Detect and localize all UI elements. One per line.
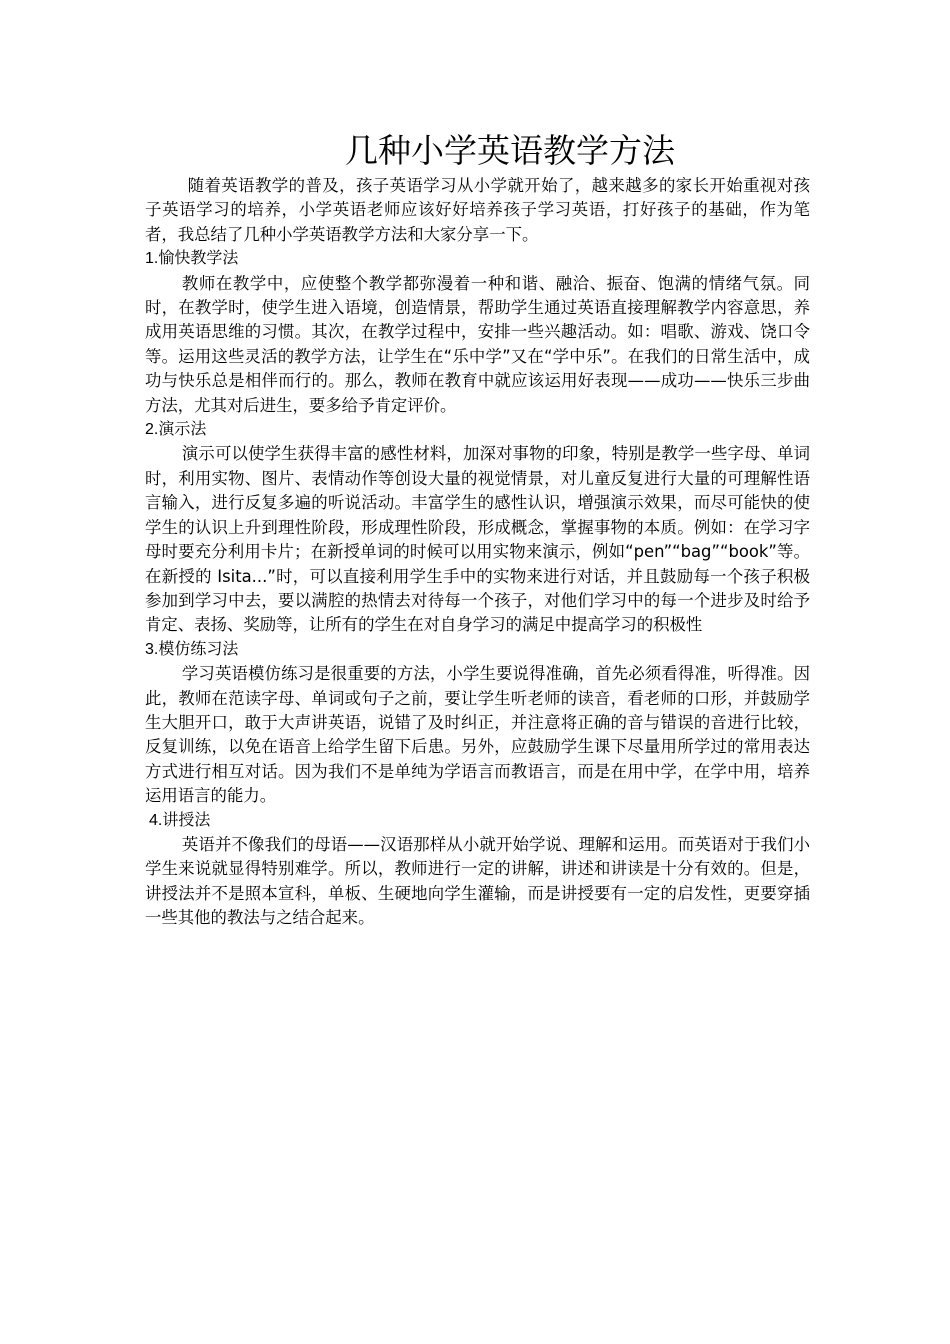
intro-paragraph: 随着英语教学的普及，孩子英语学习从小学就开始了，越来越多的家长开始重视对孩子英语学习的培养，小学英语老师应该好好培养孩子学习英语，打好孩子的基础，作为笔者，我总结了几种小学英语教学方法和大家分享一下。 [145, 176, 810, 244]
section-3 [145, 638, 810, 809]
section-heading: 2.演示法 [145, 421, 207, 439]
document-page [145, 128, 810, 931]
section-1 [145, 247, 810, 418]
section-heading: 4.讲授法 [149, 811, 211, 829]
section-heading: 3.模仿练习法 [145, 640, 239, 658]
document-title: 几种小学英语教学方法 [345, 131, 675, 170]
section-body: 学习英语模仿练习是很重要的方法，小学生要说得准确，首先必须看得准，听得准。因此，教师在范读字母、单词或句子之前，要让学生听老师的读音，看老师的口形，并鼓励学生大胆开口，敢于大声讲英语，说错了及时纠正，并注意将正确的音与错误的音进行比较，反复训练，以免在语音上给学生留下后患。另外，应鼓励学生课下尽量用所学过的常用表达方式进行相互对话。因为我们不是单纯为学语言而教语言，而是在用中学，在学中用，培养运用语言的能力。 [145, 664, 810, 806]
section-body: 教师在教学中，应使整个教学都弥漫着一种和谐、融洽、振奋、饱满的情绪气氛。同时，在教学时，使学生进入语境，创造情景，帮助学生通过英语直接理解教学内容意思，养成用英语思维的习惯。其次，在教学过程中，安排一些兴趣活动。如：唱歌、游戏、饶口令等。运用这些灵活的教学方法，让学生在“乐中学”又在“学中乐”。在我们的日常生活中，成功与快乐总是相伴而行的。那么，教师在教育中就应该运用好表现——成功——快乐三步曲方法，尤其对后进生，要多给予肯定评价。 [145, 273, 810, 415]
section-heading: 1.愉快教学法 [145, 250, 239, 268]
section-2 [145, 418, 810, 638]
section-4 [145, 809, 810, 931]
section-body: 演示可以使学生获得丰富的感性材料，加深对事物的印象，特别是教学一些字母、单词时，利用实物、图片、表情动作等创设大量的视觉情景，对儿童反复进行大量的可理解性语言输入，进行反复多遍的听说活动。丰富学生的感性认识，增强演示效果，而尽可能快的使学生的认识上升到理性阶段，形成理性阶段，形成概念，掌握事物的本质。例如：在学习字母时要充分利用卡片；在新授单词的时候可以用实物来演示，例如“pen”“bag”“book”等。在新授的 Isita...”时，可以直接利用学生手中的实物来进行对话，并且鼓励每一个孩子积极参加到学习中去，要以满腔的热情去对待每一个孩子，对他们学习中的每一个进步及时给予肯定、表扬、奖励等，让所有的学生在对自身学习的满足中提高学习的积极性 [145, 444, 810, 635]
section-body: 英语并不像我们的母语——汉语那样从小就开始学说、理解和运用。而英语对于我们小学生来说就显得特别难学。所以，教师进行一定的讲解，讲述和讲读是十分有效的。但是，讲授法并不是照本宣科，单板、生硬地向学生灌输，而是讲授要有一定的启发性，更要穿插一些其他的教法与之结合起来。 [145, 834, 810, 928]
